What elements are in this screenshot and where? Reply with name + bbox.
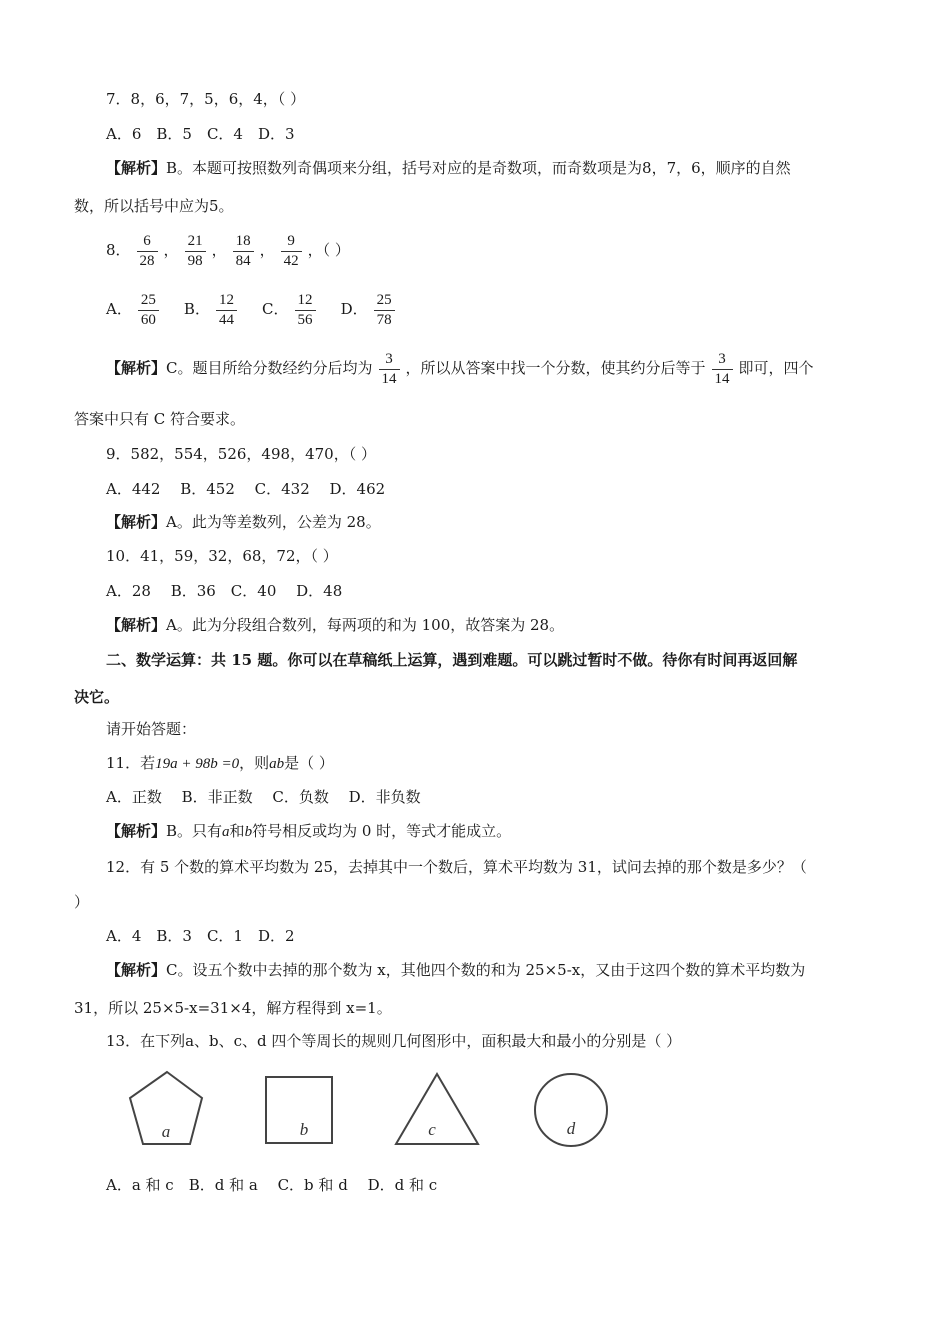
q8-number: 8． (106, 241, 131, 259)
q9-stem: 9．582，554，526，498，470，（ ） (106, 445, 376, 463)
fraction: $\frac{25}{78}$ (374, 291, 395, 330)
shape-label-a: a (161, 1122, 171, 1141)
shape-label-c: c (428, 1120, 436, 1139)
q12-options: A．4 B．3 C．1 D．2 (106, 927, 295, 945)
q12-stem: 12．有 5 个数的算术平均数为 25，去掉其中一个数后，算术平均数为 31，试问去掉的那个数是多少？（ (106, 858, 807, 876)
fraction: $\frac{3}{14}$ (379, 350, 400, 389)
q13-options: A．a 和 c B．d 和 a C．b 和 d D．d 和 c (106, 1176, 438, 1194)
q11-analysis: 【解析】B。只有a和b符号相反或均为 0 时，等式才能成立。 (106, 822, 512, 840)
q10-stem: 10．41，59，32，68，72，（ ） (106, 547, 338, 565)
q11-options: A．正数 B．非正数 C．负数 D．非负数 (106, 788, 421, 806)
shape-label-b: b (299, 1120, 309, 1139)
q13-shapes (120, 1064, 620, 1158)
q7-analysis (106, 157, 791, 179)
fraction: $\frac{12}{44}$ (216, 291, 237, 330)
analysis-tag: 【解析】 (106, 513, 167, 531)
q8-analysis: 【解析】C。题目所给分数经约分后均为 $\frac{3}{14}$ ，所以从答案中找一个分数，使其约分后等于 $\frac{3}{14}$ 即可，四个 (106, 350, 814, 387)
pentagon-shape (130, 1072, 202, 1144)
analysis-tag: 【解析】 (106, 616, 167, 634)
q9-analysis: 【解析】A。此为等差数列，公差为 28。 (106, 513, 381, 531)
analysis-tag: 【解析】 (106, 359, 167, 377)
q12-stem-cont: ） (74, 893, 90, 911)
q13-stem: 13．在下列a、b、c、d 四个等周长的规则几何图形中，面积最大和最小的分别是（ ） (106, 1032, 682, 1050)
fraction: $\frac{25}{60}$ (138, 291, 159, 330)
start-prompt: 请开始答题： (106, 720, 197, 738)
equation: 19a + 98b =0 (155, 756, 240, 772)
fraction: $\frac{3}{14}$ (712, 350, 733, 389)
q7-options: A．6 B．5 C．4 D．3 (106, 125, 295, 143)
analysis-tag: 【解析】 (106, 159, 167, 177)
analysis-tag: 【解析】 (106, 961, 167, 979)
q8-options: A． $\frac{25}{60}$ B． $\frac{12}{44}$ C． $\frac{12}{56}$ D． $\frac{25}{78}$ (106, 289, 401, 330)
section-heading: 二、数学运算：共 15 题。你可以在草稿纸上运算，遇到难题。可以跳过暂时不做。待你有时间再返回解 (106, 651, 798, 669)
q8-analysis-cont: 答案中只有 C 符合要求。 (74, 410, 246, 428)
q8-stem: 8． $\frac{6}{28}$ ， $\frac{21}{98}$ ， $\frac{18}{84}$ ， $\frac{9}{42}$ ，（ ） (106, 232, 350, 269)
fraction: $\frac{12}{56}$ (295, 291, 316, 330)
fraction: $\frac{9}{42}$ (281, 232, 302, 271)
fraction: $\frac{6}{28}$ (137, 232, 158, 271)
triangle-shape (396, 1074, 478, 1144)
section-heading-cont: 决它。 (74, 688, 120, 706)
q12-analysis-cont: 31，所以 25×5-x=31×4，解方程得到 x=1。 (74, 999, 392, 1017)
q11-stem: 11．若19a + 98b =0，则ab是（ ） (106, 754, 334, 772)
square-shape (266, 1077, 332, 1143)
analysis-tag: 【解析】 (106, 822, 167, 840)
q12-analysis: 【解析】C。设五个数中去掉的那个数为 x，其他四个数的和为 25×5-x，又由于这四个数的算术平均数为 (106, 961, 806, 979)
q7-stem: 7．8，6，7，5，6，4，（ ） (106, 90, 306, 108)
circle-shape (535, 1074, 607, 1146)
shape-label-d: d (566, 1119, 576, 1138)
q10-analysis: 【解析】A。此为分段组合数列，每两项的和为 100，故答案为 28。 (106, 616, 565, 634)
q7-analysis-cont: 数，所以括号中应为5。 (74, 197, 234, 215)
q10-options: A．28 B．36 C．40 D．48 (106, 582, 343, 600)
fraction: $\frac{18}{84}$ (233, 232, 254, 271)
fraction: $\frac{21}{98}$ (185, 232, 206, 271)
q9-options: A．442 B．452 C．432 D．462 (106, 480, 386, 498)
analysis-text: B。本题可按照数列奇偶项来分组，括号对应的是奇数项，而奇数项是为8，7，6，顺序的自然 (166, 159, 791, 177)
